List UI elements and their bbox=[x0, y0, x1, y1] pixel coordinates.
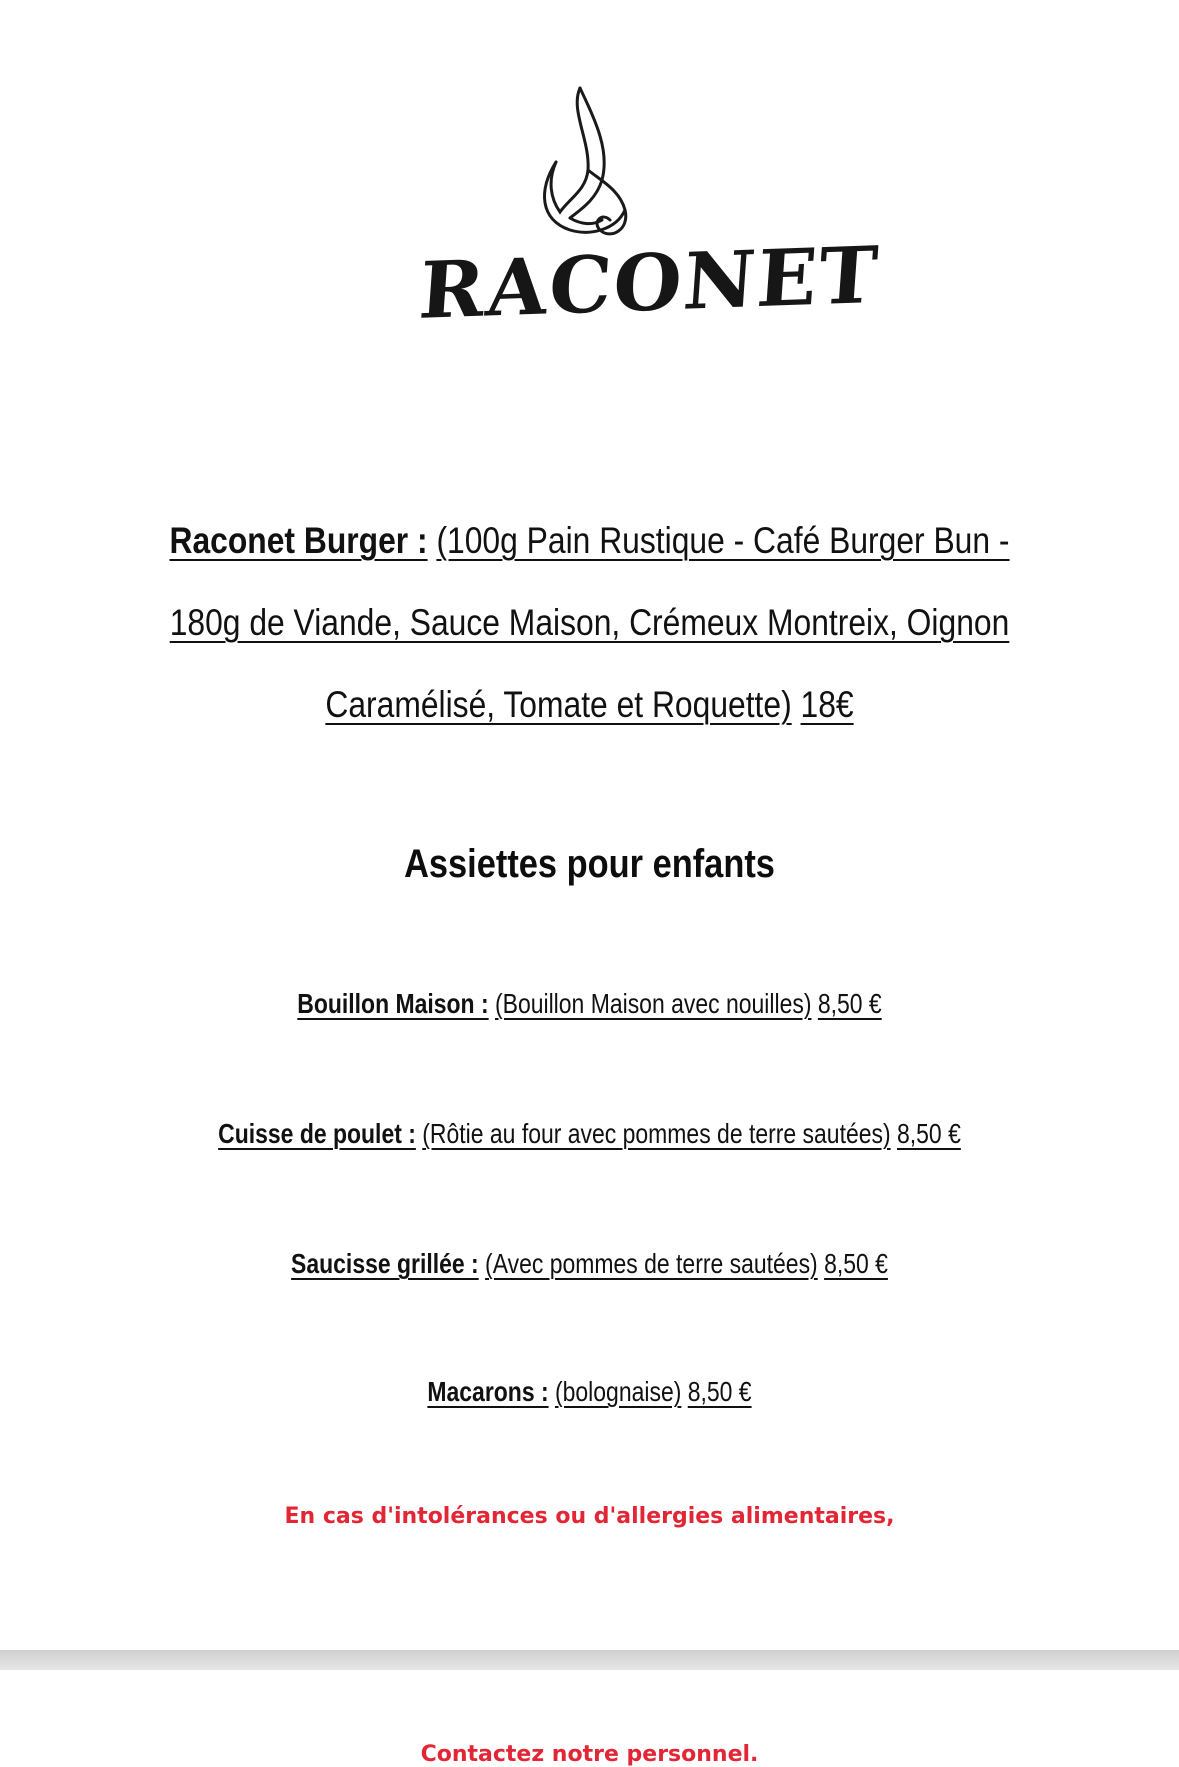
kids-item bbox=[106, 988, 1073, 1020]
kids-item-name: Macarons : bbox=[427, 1376, 549, 1407]
kids-item-price: 8,50 € bbox=[824, 1248, 888, 1279]
logo-wordmark: RACONET bbox=[416, 229, 883, 337]
kids-section-title: Assiettes pour enfants bbox=[404, 842, 775, 886]
kids-item-price: 8,50 € bbox=[897, 1118, 961, 1149]
kids-item-description: (Avec pommes de terre sautées) bbox=[485, 1248, 818, 1279]
kids-item-description: (Bouillon Maison avec nouilles) bbox=[494, 988, 812, 1019]
kids-item-description: (Rôtie au four avec pommes de terre sautées) bbox=[422, 1118, 891, 1149]
raconet-logo bbox=[416, 80, 883, 370]
kids-item-price: 8,50 € bbox=[687, 1376, 752, 1407]
kids-item bbox=[106, 1248, 1073, 1280]
kids-item-name: Cuisse de poulet : bbox=[218, 1118, 416, 1149]
kids-item bbox=[106, 1118, 1073, 1150]
page-divider bbox=[0, 1650, 1179, 1670]
contact-staff-notice: Contactez notre personnel. bbox=[420, 1742, 759, 1767]
flame-icon bbox=[420, 80, 760, 250]
burger-name: Raconet Burger : bbox=[169, 520, 428, 561]
burger-price: 18€ bbox=[800, 684, 854, 725]
burger-item bbox=[134, 500, 1045, 746]
kids-item-description: (bolognaise) bbox=[554, 1376, 682, 1407]
kids-item-name: Bouillon Maison : bbox=[297, 988, 489, 1019]
allergy-notice: En cas d'intolérances ou d'allergies alimentaires, bbox=[284, 1504, 895, 1529]
kids-item bbox=[106, 1376, 1073, 1408]
kids-item-price: 8,50 € bbox=[817, 988, 882, 1019]
burger-description: (100g Pain Rustique - Café Burger Bun - 180g de Viande, Sauce Maison, Crémeux Montreix, Oignon Caramélisé, Tomate et Roquette) bbox=[169, 520, 1010, 725]
kids-item-name: Saucisse grillée : bbox=[291, 1248, 479, 1279]
